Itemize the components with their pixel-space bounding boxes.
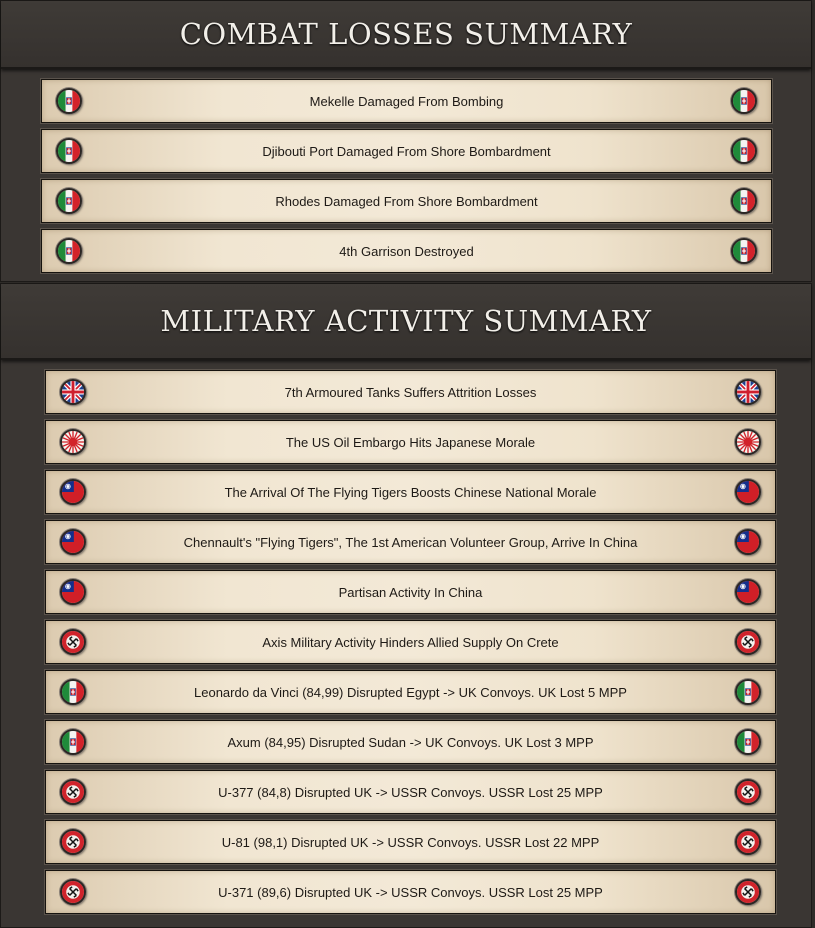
germany-flag-icon (60, 779, 86, 805)
china-flag-icon (60, 579, 86, 605)
list-item-text: U-377 (84,8) Disrupted UK -> USSR Convoys. USSR Lost 25 MPP (218, 784, 603, 800)
china-flag-icon (735, 479, 761, 505)
list-item (45, 720, 776, 764)
italy-flag-icon (56, 188, 82, 214)
list-item (41, 179, 772, 223)
uk-flag-icon (60, 379, 86, 405)
list-item-text: U-371 (89,6) Disrupted UK -> USSR Convoys. USSR Lost 25 MPP (218, 884, 603, 900)
italy-flag-icon (56, 138, 82, 164)
germany-flag-icon (735, 629, 761, 655)
germany-flag-icon (60, 629, 86, 655)
list-item-text: 7th Armoured Tanks Suffers Attrition Losses (284, 384, 537, 400)
list-item (45, 370, 776, 414)
military-activity-panel (0, 283, 812, 928)
list-item-text: Partisan Activity In China (338, 584, 483, 600)
germany-flag-icon (60, 879, 86, 905)
japan-flag-icon (735, 429, 761, 455)
italy-flag-icon (56, 238, 82, 264)
italy-flag-icon (735, 679, 761, 705)
list-item (41, 229, 772, 273)
list-item-text: Rhodes Damaged From Shore Bombardment (275, 193, 538, 209)
list-item (45, 620, 776, 664)
uk-flag-icon (735, 379, 761, 405)
list-item-text: Axum (84,95) Disrupted Sudan -> UK Convoys. UK Lost 3 MPP (227, 734, 594, 750)
combat-losses-header (1, 1, 811, 69)
list-item (45, 470, 776, 514)
japan-flag-icon (60, 429, 86, 455)
list-item (45, 870, 776, 914)
list-item-text: 4th Garrison Destroyed (339, 243, 474, 259)
list-item (45, 670, 776, 714)
italy-flag-icon (60, 679, 86, 705)
germany-flag-icon (735, 779, 761, 805)
china-flag-icon (60, 479, 86, 505)
china-flag-icon (60, 529, 86, 555)
italy-flag-icon (735, 729, 761, 755)
list-item-text: The US Oil Embargo Hits Japanese Morale (285, 434, 536, 450)
china-flag-icon (735, 529, 761, 555)
combat-losses-panel (0, 0, 812, 282)
list-item-text: U-81 (98,1) Disrupted UK -> USSR Convoys. USSR Lost 22 MPP (221, 834, 600, 850)
italy-flag-icon (731, 188, 757, 214)
list-item-text: Djibouti Port Damaged From Shore Bombardment (262, 143, 551, 159)
china-flag-icon (735, 579, 761, 605)
germany-flag-icon (735, 879, 761, 905)
list-item (45, 570, 776, 614)
italy-flag-icon (60, 729, 86, 755)
list-item (45, 420, 776, 464)
list-item-text: The Arrival Of The Flying Tigers Boosts Chinese National Morale (224, 484, 597, 500)
italy-flag-icon (731, 88, 757, 114)
list-item (45, 820, 776, 864)
list-item (45, 770, 776, 814)
military-activity-header (1, 284, 811, 360)
list-item-text: Mekelle Damaged From Bombing (309, 93, 504, 109)
combat-losses-title: COMBAT LOSSES SUMMARY (179, 17, 633, 51)
list-item-text: Axis Military Activity Hinders Allied Supply On Crete (262, 634, 559, 650)
list-item (41, 79, 772, 123)
list-item-text: Chennault's "Flying Tigers", The 1st American Volunteer Group, Arrive In China (183, 534, 638, 550)
list-item (45, 520, 776, 564)
italy-flag-icon (731, 238, 757, 264)
italy-flag-icon (731, 138, 757, 164)
military-activity-title: MILITARY ACTIVITY SUMMARY (160, 304, 652, 338)
germany-flag-icon (735, 829, 761, 855)
list-item-text: Leonardo da Vinci (84,99) Disrupted Egypt -> UK Convoys. UK Lost 5 MPP (194, 684, 627, 700)
italy-flag-icon (56, 88, 82, 114)
germany-flag-icon (60, 829, 86, 855)
list-item (41, 129, 772, 173)
